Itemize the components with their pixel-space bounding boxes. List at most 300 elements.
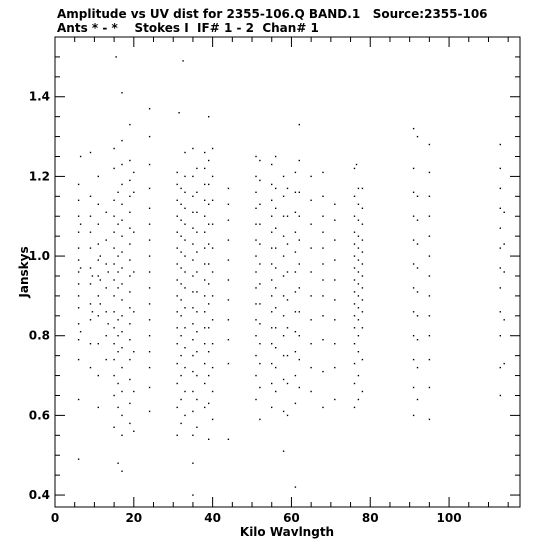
data-point [358, 399, 359, 400]
data-point [117, 224, 118, 225]
data-point [177, 383, 178, 384]
data-point [271, 200, 272, 201]
data-point [121, 204, 122, 205]
data-point [358, 204, 359, 205]
data-point [354, 363, 355, 364]
data-point [228, 279, 229, 280]
data-point [429, 255, 430, 256]
data-point [196, 427, 197, 428]
data-point [149, 367, 150, 368]
data-point [354, 315, 355, 316]
data-point [98, 224, 99, 225]
data-point [98, 176, 99, 177]
data-point [429, 236, 430, 237]
data-point [208, 204, 209, 205]
data-point [121, 299, 122, 300]
data-point [299, 216, 300, 217]
data-point [121, 164, 122, 165]
data-point [310, 247, 311, 248]
data-point [417, 220, 418, 221]
data-point [259, 283, 260, 284]
data-point [362, 311, 363, 312]
data-point [113, 148, 114, 149]
data-point [100, 303, 101, 304]
data-point [177, 311, 178, 312]
data-point [271, 279, 272, 280]
data-point [80, 224, 81, 225]
data-point [80, 267, 81, 268]
data-point [121, 267, 122, 268]
data-point [295, 291, 296, 292]
data-point [113, 427, 114, 428]
data-point [115, 56, 116, 57]
data-point [90, 232, 91, 233]
data-point [113, 279, 114, 280]
data-point [334, 319, 335, 320]
data-point [192, 355, 193, 356]
data-point [413, 128, 414, 129]
data-point [208, 160, 209, 161]
data-point [204, 184, 205, 185]
data-point [204, 279, 205, 280]
data-point [322, 371, 323, 372]
data-point [271, 383, 272, 384]
data-point [358, 375, 359, 376]
data-point [259, 323, 260, 324]
data-point [192, 494, 193, 495]
data-point [228, 259, 229, 260]
data-point [310, 176, 311, 177]
data-point [295, 375, 296, 376]
data-point [310, 319, 311, 320]
data-point [196, 311, 197, 312]
data-point [504, 271, 505, 272]
data-point [295, 212, 296, 213]
data-point [283, 355, 284, 356]
data-point [192, 307, 193, 308]
data-point [500, 311, 501, 312]
data-point [358, 335, 359, 336]
data-point [78, 247, 79, 248]
data-point [310, 200, 311, 201]
data-point [283, 379, 284, 380]
data-point [180, 299, 181, 300]
data-point [121, 347, 122, 348]
data-point [362, 327, 363, 328]
data-point [208, 243, 209, 244]
data-point [295, 486, 296, 487]
data-point [429, 216, 430, 217]
data-point [196, 232, 197, 233]
data-point [259, 343, 260, 344]
data-points [78, 56, 505, 496]
data-point [113, 295, 114, 296]
data-point [299, 192, 300, 193]
data-point [106, 311, 107, 312]
data-point [322, 315, 323, 316]
data-point [78, 339, 79, 340]
data-point [334, 259, 335, 260]
data-point [500, 367, 501, 368]
data-point [78, 359, 79, 360]
data-point [204, 363, 205, 364]
data-point [358, 220, 359, 221]
data-point [362, 251, 363, 252]
data-point [275, 247, 276, 248]
data-point [117, 287, 118, 288]
data-point [310, 343, 311, 344]
data-point [362, 224, 363, 225]
data-point [121, 236, 122, 237]
data-point [129, 259, 130, 260]
data-point [500, 188, 501, 189]
data-point [90, 216, 91, 217]
data-point [417, 367, 418, 368]
data-point [196, 375, 197, 376]
data-point [322, 295, 323, 296]
data-point [283, 216, 284, 217]
data-point [275, 287, 276, 288]
data-point [117, 407, 118, 408]
data-point [192, 435, 193, 436]
data-point [113, 200, 114, 201]
data-point [255, 319, 256, 320]
data-point [196, 212, 197, 213]
data-point [149, 303, 150, 304]
data-point [184, 327, 185, 328]
data-point [271, 343, 272, 344]
data-point [228, 239, 229, 240]
data-point [177, 184, 178, 185]
data-point [196, 351, 197, 352]
data-point [417, 136, 418, 137]
data-point [299, 335, 300, 336]
y-tick-label: 0.6 [28, 408, 50, 423]
data-point [106, 287, 107, 288]
data-point [133, 431, 134, 432]
data-point [117, 335, 118, 336]
data-point [177, 232, 178, 233]
data-point [184, 307, 185, 308]
data-point [255, 224, 256, 225]
data-point [121, 471, 122, 472]
data-point [184, 271, 185, 272]
data-point [362, 287, 363, 288]
y-tick-label: 1.2 [28, 169, 50, 184]
data-point [106, 239, 107, 240]
data-point [310, 391, 311, 392]
data-point [149, 255, 150, 256]
data-point [108, 323, 109, 324]
data-point [271, 216, 272, 217]
data-point [129, 307, 130, 308]
data-point [354, 383, 355, 384]
data-point [255, 375, 256, 376]
data-point [299, 239, 300, 240]
data-point [358, 307, 359, 308]
data-point [208, 116, 209, 117]
data-point [98, 275, 99, 276]
data-point [129, 160, 130, 161]
data-point [133, 351, 134, 352]
data-point [121, 435, 122, 436]
data-point [429, 335, 430, 336]
data-point [283, 236, 284, 237]
data-point [354, 243, 355, 244]
data-point [504, 212, 505, 213]
data-point [98, 204, 99, 205]
data-point [121, 367, 122, 368]
data-point [275, 156, 276, 157]
data-point [121, 140, 122, 141]
data-point [271, 295, 272, 296]
data-point [283, 335, 284, 336]
data-point [121, 331, 122, 332]
data-point [500, 168, 501, 169]
data-point [129, 339, 130, 340]
data-point [208, 403, 209, 404]
data-point [228, 299, 229, 300]
data-point [192, 176, 193, 177]
data-point [259, 204, 260, 205]
data-point [322, 263, 323, 264]
data-point [500, 395, 501, 396]
data-point [113, 343, 114, 344]
data-point [98, 295, 99, 296]
data-point [429, 315, 430, 316]
data-point [283, 295, 284, 296]
data-point [192, 275, 193, 276]
data-point [192, 196, 193, 197]
data-point [362, 263, 363, 264]
data-point [117, 463, 118, 464]
data-point [129, 228, 130, 229]
data-point [228, 363, 229, 364]
data-point [212, 295, 213, 296]
data-point [208, 303, 209, 304]
data-point [299, 387, 300, 388]
data-point [259, 387, 260, 388]
data-point [287, 383, 288, 384]
data-point [192, 212, 193, 213]
data-point [90, 283, 91, 284]
data-point [417, 243, 418, 244]
data-point [98, 243, 99, 244]
data-point [204, 343, 205, 344]
data-point [92, 311, 93, 312]
data-point [204, 295, 205, 296]
data-point [255, 355, 256, 356]
data-point [149, 224, 150, 225]
data-point [212, 200, 213, 201]
data-point [121, 251, 122, 252]
data-point [192, 291, 193, 292]
data-point [334, 367, 335, 368]
data-point [417, 315, 418, 316]
data-point [358, 283, 359, 284]
data-point [180, 375, 181, 376]
data-point [196, 399, 197, 400]
data-point [180, 204, 181, 205]
data-point [299, 160, 300, 161]
data-point [98, 375, 99, 376]
data-point [271, 363, 272, 364]
data-point [149, 335, 150, 336]
data-point [295, 232, 296, 233]
data-point [208, 351, 209, 352]
data-point [192, 323, 193, 324]
data-point [149, 208, 150, 209]
data-point [90, 343, 91, 344]
data-point [362, 391, 363, 392]
data-point [362, 208, 363, 209]
data-point [358, 188, 359, 189]
data-point [113, 395, 114, 396]
data-point [429, 275, 430, 276]
data-point [208, 439, 209, 440]
data-point [228, 204, 229, 205]
data-point [180, 283, 181, 284]
data-point [299, 263, 300, 264]
data-point [129, 180, 130, 181]
data-point [177, 295, 178, 296]
data-point [429, 419, 430, 420]
data-point [358, 295, 359, 296]
data-point [80, 331, 81, 332]
data-point [121, 184, 122, 185]
data-point [358, 247, 359, 248]
data-point [133, 391, 134, 392]
data-point [354, 216, 355, 217]
data-point [358, 236, 359, 237]
data-point [192, 391, 193, 392]
data-point [310, 295, 311, 296]
data-point [259, 243, 260, 244]
y-tick-label: 1.0 [28, 249, 50, 264]
data-point [196, 271, 197, 272]
data-point [287, 216, 288, 217]
data-point [310, 367, 311, 368]
data-point [133, 311, 134, 312]
data-point [192, 371, 193, 372]
data-point [283, 411, 284, 412]
data-point [354, 196, 355, 197]
data-point [259, 419, 260, 420]
data-point [413, 359, 414, 360]
data-point [204, 168, 205, 169]
data-point [334, 239, 335, 240]
data-point [334, 220, 335, 221]
data-point [121, 391, 122, 392]
data-point [192, 339, 193, 340]
data-point [180, 355, 181, 356]
data-point [271, 232, 272, 233]
data-point [106, 212, 107, 213]
data-point [413, 335, 414, 336]
data-point [275, 327, 276, 328]
data-point [149, 287, 150, 288]
data-point [275, 188, 276, 189]
data-point [184, 152, 185, 153]
data-point [299, 287, 300, 288]
data-point [184, 176, 185, 177]
data-point [322, 247, 323, 248]
data-point [413, 415, 414, 416]
data-point [149, 271, 150, 272]
data-point [429, 295, 430, 296]
y-tick-label: 0.4 [28, 488, 50, 503]
data-point [180, 335, 181, 336]
data-point [149, 387, 150, 388]
data-point [275, 267, 276, 268]
x-tick-label: 80 [361, 511, 379, 525]
data-point [113, 216, 114, 217]
data-point [208, 263, 209, 264]
data-point [196, 291, 197, 292]
data-point [287, 327, 288, 328]
data-point [78, 295, 79, 296]
data-point [208, 327, 209, 328]
data-point [129, 379, 130, 380]
data-point [180, 220, 181, 221]
data-point [358, 271, 359, 272]
data-point [358, 259, 359, 260]
data-point [98, 259, 99, 260]
data-point [78, 283, 79, 284]
data-point [259, 263, 260, 264]
data-point [413, 168, 414, 169]
data-point [283, 315, 284, 316]
data-point [255, 208, 256, 209]
data-point [192, 148, 193, 149]
data-point [196, 331, 197, 332]
data-point [322, 279, 323, 280]
data-point [500, 208, 501, 209]
data-point [121, 220, 122, 221]
data-point [334, 204, 335, 205]
data-point [362, 188, 363, 189]
data-point [78, 399, 79, 400]
data-point [98, 315, 99, 316]
data-point [180, 251, 181, 252]
data-point [295, 331, 296, 332]
data-point [255, 399, 256, 400]
data-point [259, 180, 260, 181]
x-tick-label: 100 [436, 511, 462, 525]
data-point [78, 459, 79, 460]
data-point [259, 224, 260, 225]
data-point [177, 279, 178, 280]
data-point [287, 271, 288, 272]
data-point [204, 407, 205, 408]
data-point [255, 176, 256, 177]
data-point [78, 323, 79, 324]
data-point [196, 168, 197, 169]
data-point [255, 287, 256, 288]
data-point [177, 200, 178, 201]
data-point [271, 164, 272, 165]
data-point [149, 164, 150, 165]
data-point [299, 359, 300, 360]
data-point [133, 232, 134, 233]
data-point [92, 275, 93, 276]
data-point [283, 451, 284, 452]
data-point [354, 255, 355, 256]
data-point [108, 271, 109, 272]
data-point [90, 367, 91, 368]
data-point [322, 216, 323, 217]
data-point [149, 136, 150, 137]
